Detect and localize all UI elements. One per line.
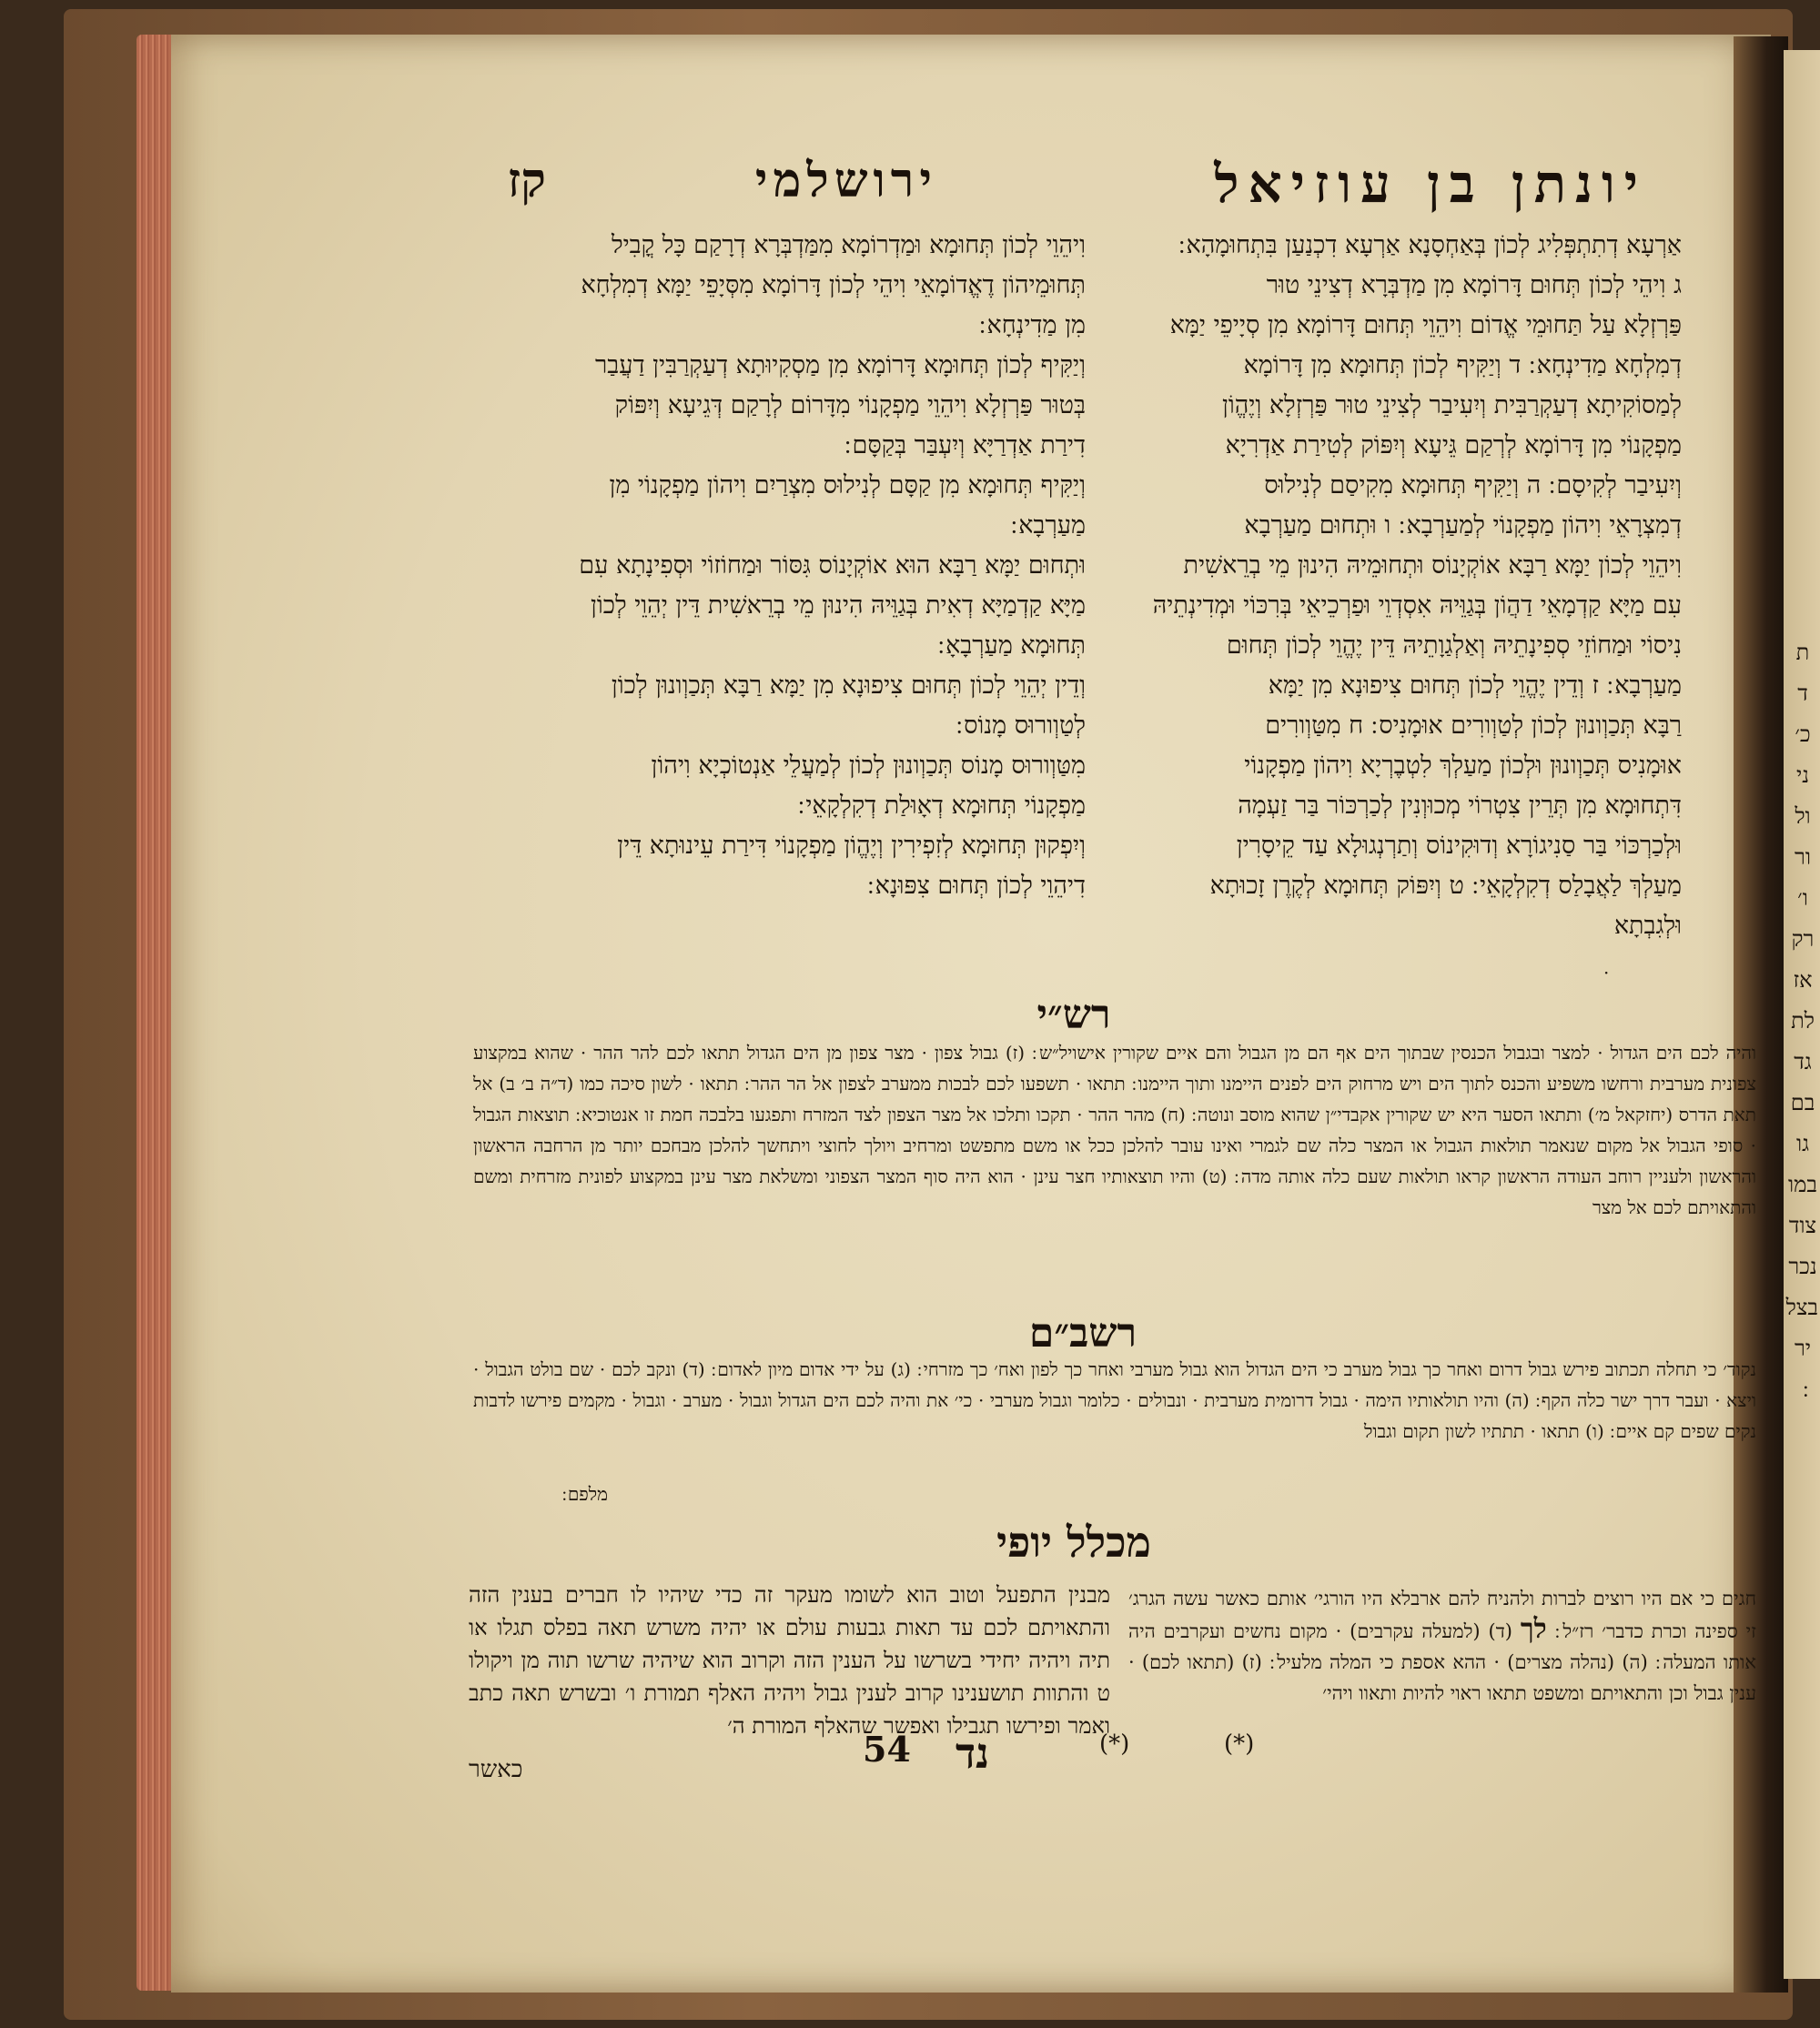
targum-yerushalmi-line: מַפְקָנוֹי תְּחוּמָא דְאָוּלַת דְקִלְקָאֵי ׃	[797, 792, 1086, 820]
targum-jonathan-line: נִיסוֹי וּמַחוֹזֵי סְפִינָתֵיהּ וְאַלְגַוָתֵיהּ דֵּין יֶהֱוֵי לְכוֹן תְּחוּם	[1226, 631, 1682, 660]
page-number: קז	[507, 153, 546, 208]
header-title-jonathan: יונתן בן עוזיאל	[1214, 153, 1647, 215]
targum-yerushalmi-line: דִירַת אַדְרַיָּא וְיִעְבַּר בְּקַסָּם ׃	[844, 431, 1086, 459]
mikhlal-yofi-right-intro: חגים כי אם היו רוצים לברות ולהניח להם ארבלא היו הורגי׳ אותם כאשר עשה הגרג׳ זי ספינה וכרת כדבר׳ רז״ל ׃	[1128, 1588, 1756, 1642]
rashbam-tail: מלפם ׃	[561, 1483, 608, 1505]
targum-yerushalmi-line: וּתְחוּם יַמָּא רַבָּא הוּא אוֹקְיָנוֹס גִּסּוֹר וּמַחוֹזוֹי וּסְפִינָתָא עִם	[579, 551, 1086, 580]
adjacent-page-fragment: בצל	[1785, 1295, 1818, 1320]
mikhlal-yofi-left-column: מבנין התפעל וטוב הוא לשומו מעקר זה כדי שיהיו לו חברים בענין הזה והתאויתם לכם עד תאות גבעות עולם או יהיה משרש תאה בפלס תגלו או תיה ויהיה יחידי בשרשו על הענין הזה וקרוב הוא שיהיה שרשו תוה מן ויקולו ט והתוות תושענינו קרוב לענין גבול ויהיה האלף תמורת ו׳ ובשרש תאה כתב ואמר ופירשו תגבילו ואפשר שהאלף המורת ה׳	[469, 1582, 1110, 1739]
targum-jonathan-line: לְמַסוֹקִיתָא דְעַקְרַבִּית וְיִעִיבַר לְצִינֵי טוּר פַּרְזְלָא וְיֶהֱוֹן	[1221, 391, 1682, 419]
adjacent-page-fragment	[1787, 1369, 1818, 1410]
adjacent-page-text	[1787, 632, 1818, 1410]
targum-jonathan-line: וְיִעִיבַר לְקִיסָם ׃ ה וְיַקִּיף תְּחוּמָא מִקִיסַם לְנִילוּס	[1264, 471, 1682, 499]
catchword: כאשר	[469, 1756, 523, 1783]
targum-yerushalmi-line: וְיַקִּיף תְּחוּמָא מִן קַסָּם לְנִילוּס מִצְרַיִם וִיהוֹן מַפְקָנוֹי מִן	[609, 471, 1086, 499]
targum-jonathan-line: וּלְכַרְכּוֹי בַּר סַנִיגוֹרָא וְדוּקִינוֹס וְתַרְנְגוּלָא עַד קֵיסָרִין	[1236, 832, 1682, 860]
note-marker-right: (*)	[1224, 1730, 1255, 1758]
rashi-commentary: והיה לכם הים הגדול · למצר ובגבול הכנסין שבתוך הים אף הם מן הגבול והם איים שקורין אישויל״ש ׃ (ז) גבול צפון · מצר צפון מן הים הגדול תתאו לכם להר ההר · שהוא במקצוע צפונית מערבית ורחשו משפיע והכנס לתוך הים ויש מרחוק הים לפנים היימנו ותוך היימנו ׃ תתאו · תשפעו לכם לבכות ממערב לצפון אל הר ההר ׃ תתאו · לשון סיכה כמו (ד״ה ב׳ ב) אל תאת הדרס (יחזקאל מ׳) ותתאו הסער היא יש שקורין אקבדי״ן שהוא מוסב ונוטה ׃ (ח) מהר ההר · תקכו ותלכו אל מצר הצפון לצד המזרח ותפגעו בלבכה חמת זו אנטוכיא ׃ תוצאות הגבול · סופי הגבול אל מקום שנאמר תולאות הגבול או המצר כלה שם לגמרי ואינו עובר להלכן ככל או משם מתפשט ומרחיב ויולך לחוצי ויתחשך להלכן מבחכם יותר מן הרחבה הראשון והראשון ולעניין רוחב העודה הראשון קראו תולאות שעם כלה אותה מדה ׃ (ט) והיו תוצאותיו חצר עינן · הוא היה סוף המצר הצפוני ומשלאת מצר עינן במקצוע לפונית מזרחית ומשם והתאויתם לכם אל מצר	[473, 1042, 1756, 1218]
signature-numeral: 54	[863, 1729, 911, 1770]
rashi-heading: רש״י	[1036, 992, 1111, 1038]
targum-yerushalmi-line: מַעַרְבָא ׃	[1010, 511, 1086, 540]
targum-yerushalmi-line: וְדֵין יְהֵוֵי לְכוֹן תְּחוּם צִיפוּנָא מִן יַמָּא רַבָּא תְּכַוְונוּן לְכוֹן	[611, 671, 1086, 700]
adjacent-page-fragment: רק	[1791, 926, 1815, 952]
targum-jonathan-line: דְמִלְחָא מַדִינְחָא ׃ ד וְיַקִּיף לְכוֹן תְּחוּמָא מִן דָּרוֹמָא	[1243, 351, 1682, 379]
print-dot: ·	[1603, 962, 1610, 984]
targum-jonathan-line: אוּמָנִיס תְּכַוְונוּן וּלְכוֹן מַעַלְךְ לִטְבֶרְיָא וִיהוֹן מַפְקָנוֹי	[1244, 752, 1682, 780]
mikhlal-yofi-heading: מכלל יופי	[996, 1518, 1151, 1567]
adjacent-page-fragment: כ׳	[1795, 721, 1811, 747]
targum-yerushalmi-line: בְּטוּר פַּרְזְלָא וִיהֵוֵי מַפְקָנוֹי מִדָּרוֹם לְרָקַם דְּגֵיעָא וְיִפּוֹק	[614, 391, 1086, 419]
targum-jonathan-line: דִּתְחוּמָא מִן תְּרֵין צִטְרוֹי מְכוּוְנִין לְכַרְכּוֹר בַּר זַעְמָה	[1238, 792, 1682, 820]
adjacent-page-fragment: גו	[1795, 1131, 1810, 1156]
mikhlal-yofi-right-body: (ד) (למעלה עקרבים) · מקום נחשים ועקרבים היה אותו המעלה ׃ (ה) (נהלה מצרים) · ההא אספת כי המלה מלעיל ׃ (ז) (תתאו לכם) · ענין גבול וכן והתאויתם ומשפט תתאו ראוי להיות ותאוו ויהי׳	[1128, 1620, 1756, 1704]
adjacent-page-fragment: אז	[1793, 967, 1813, 993]
adjacent-page-fragment: במו	[1788, 1172, 1817, 1197]
targum-jonathan-line: וִיהֵוֵי לְכוֹן יַמָּא רַבָּא אוֹקְיָנוֹס וּתְחוּמֵיהּ הִינוּן מֵי בְרֵאשִׁית	[1183, 551, 1682, 580]
targum-yerushalmi-line: וְיִפְקוּן תְּחוּמָא לְזִפְירִין וְיֶהֱוֹן מַפְקָנוֹי דִּירַת עֵינוּתָא דֵּין	[617, 832, 1086, 860]
targum-yerushalmi-line: תְּחוּמָא מַעַרְבָאָ ׃	[937, 631, 1086, 660]
adjacent-page-fragment: ו׳	[1797, 885, 1808, 911]
mikhlal-yofi-right-column	[1128, 1583, 1756, 1709]
signature-hebrew: נד	[956, 1729, 990, 1778]
targum-yerushalmi-line: מַיָּא קַדְמַיָּא דְאִית בְּגַוֵּיהּ הִינוּן מֵי בְרֵאשִׁית דֵּין יְהֵוֵי לְכוֹן	[591, 591, 1086, 620]
adjacent-page-fragment: ת	[1795, 640, 1810, 665]
adjacent-page-fragment: ול	[1795, 803, 1811, 829]
targum-jonathan-column	[1099, 226, 1682, 946]
adjacent-page-fragment: נכר	[1788, 1254, 1817, 1279]
header-title-yerushalmi: ירושלמי	[754, 153, 937, 208]
rashbam-heading: רשב״ם	[1028, 1310, 1138, 1357]
adjacent-page-fragment: ני	[1795, 762, 1810, 788]
targum-yerushalmi-column	[435, 226, 1086, 906]
adjacent-page-fragment: ד	[1797, 681, 1808, 706]
targum-yerushalmi-line: מִן מַדִינְחָא ׃	[978, 311, 1086, 339]
targum-jonathan-line: מַפְקָנוֹי מִן דָּרוֹמָא לְרְקַם גֵּיעָא וְיִפּוֹק לְטִירַת אַדְרִיָא	[1225, 431, 1682, 459]
targum-jonathan-line: אַרְעָא דְתִתְפְּלִיג לְכוֹן בְּאַחְסָנָא אַרְעָא דִכְנַעַן בִּתְחוּמָהָא ׃	[1178, 231, 1682, 259]
targum-yerushalmi-line: וִיהֵוֵי לְכוֹן תְּחוּמָא וּמַדְרוֹמָא מִמַּדְבְּרָא דְרָקַם כָּל קֳבִיל	[611, 231, 1086, 259]
targum-jonathan-line: מַעַרְבָא ׃ ז וְדֵין יֶהֱוֵי לְכוֹן תְּחוּם צִיפוּנָא מִן יַמָּא	[1268, 671, 1682, 700]
adjacent-page-fragment: ור	[1795, 844, 1811, 870]
targum-yerushalmi-line: וְיַקִּיף לְכוֹן תְּחוּמָא דָּרוֹמָא מִן מַסְקִיוּתָא דְעַקְרַבִּין דַעֲבַר	[595, 351, 1086, 379]
adjacent-page-fragment: גד	[1794, 1049, 1812, 1075]
mikhlal-yofi-lemma: לך	[1520, 1613, 1547, 1645]
adjacent-page-fragment: יר	[1794, 1336, 1812, 1361]
adjacent-page	[1784, 50, 1820, 1979]
targum-jonathan-line: פַּרְזְלָא עַל תַּחוּמֵי אֱדוֹם וִיהֵוֵי תְּחוּם דָּרוֹמָא מִן סְיָיפֵי יַמָּא	[1169, 311, 1682, 339]
targum-jonathan-line: דְמִצְרָאֵי וִיהוֹן מַפְקָנוֹי לְמַעַרְבָא ׃ ו וּתְחוּם מַעַרְבָא	[1244, 511, 1682, 540]
targum-jonathan-line: ג וִיהֵי לְכוֹן תְּחוּם דָּרוֹמָא מִן מַדְבְּרָא דְצִינֵי טוּר	[1266, 271, 1682, 299]
targum-jonathan-line: מַעַלְךְ לַאֲבָלַס דְקִלְקָאֵי ׃ ט וְיִפּוֹק תְּחוּמָא לְקֶרֶן זָכוּתָא	[1209, 872, 1682, 900]
targum-yerushalmi-line: מִטַּוְורוּס מָנוֹס תְּכַוְונוּן לְכוֹן לְמַעֲלֵי אַנְטוֹכְיָא וִיהוֹן	[651, 752, 1086, 780]
rashbam-commentary: נקוד׳ כי תחלה תכתוב פירש גבול דרום ואחר כך גבול מערב כי הים הגדול הוא גבול מערבי ואחר כך לפון ואח׳ כך מזרחי ׃ (ג) על ידי אדום מיון לאדום ׃ (ד) ונקב לכם · שם בולט הגבול · ויצא · ועבר דרך ישר כלה הקף ׃ (ה) והיו תולאותיו הימה · גבול דרומית מערבית · ונבולים · כלומר וגבול מערבי · כי׳ את והיה לכם הים הגדול וגבול · מערב · וגבול · מקמים פירשו לדבות נקים שפים קם איים ׃ (ו) תתאו · תתתיו לשון תקום וגבול	[473, 1358, 1756, 1442]
targum-yerushalmi-line: תְּחוּמֵיהוֹן דֶאֱדוֹמָאֵי וִיהֵי לְכוֹן דָּרוֹמָא מִסְּיָפֵי יַמָּא דְמִלְחָא	[581, 271, 1086, 299]
adjacent-page-fragment: צוד	[1788, 1213, 1817, 1238]
targum-jonathan-line: וּלְגִבְתָא	[1613, 912, 1682, 940]
note-marker-left: (*)	[1099, 1730, 1130, 1758]
targum-yerushalmi-line: לְטַוְורוּס מָנוֹס ׃	[956, 711, 1086, 740]
targum-yerushalmi-line: דִיהֵוֵי לְכוֹן תְּחוּם צִפּוּנָא ׃	[867, 872, 1086, 900]
adjacent-page-fragment: בם	[1790, 1090, 1815, 1115]
targum-jonathan-line: רַבָּא תְּכַוְונוּן לְכוֹן לְטַוְורִים אוּמָנִיס ׃ ח מִטַּוְורִים	[1265, 711, 1682, 740]
adjacent-page-fragment: לת	[1791, 1008, 1815, 1034]
targum-jonathan-line: עִם מַיָּא קַדְמָאֵי דַהֲוֹן בְּגַוֵּיהּ אִסְדְוֵי וּפַרְכֵיאֵי בְּרִכּוֹי וּמְדִינְתֵיהּ	[1152, 591, 1682, 620]
